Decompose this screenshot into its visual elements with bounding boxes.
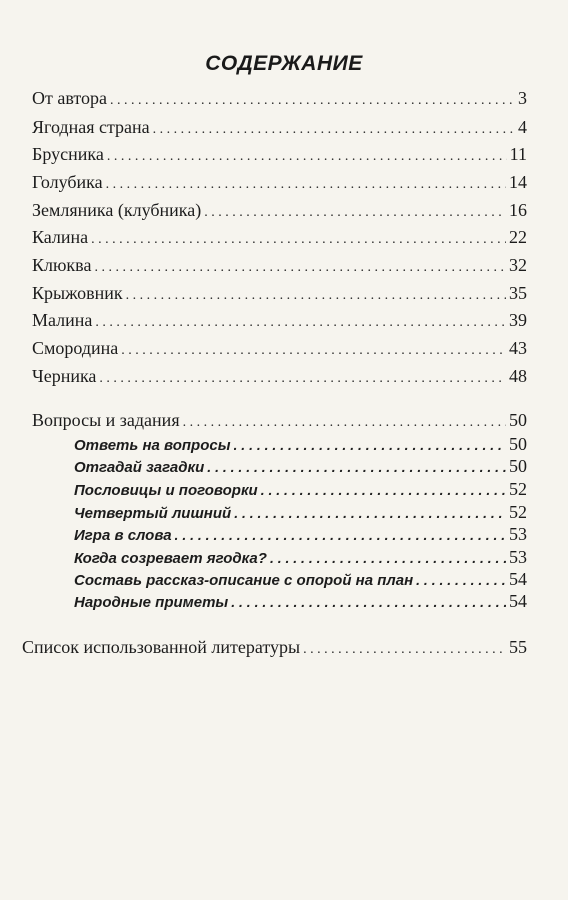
leader-dots: [270, 548, 506, 569]
toc-entry-page: 35: [509, 283, 527, 303]
toc-subentry-label: Отгадай загадки: [74, 459, 205, 476]
toc-subentry: [74, 479, 527, 501]
toc-entry: [32, 364, 527, 391]
toc-entry: [32, 225, 527, 252]
leader-dots: [234, 503, 506, 524]
toc-entry-label: От автора: [32, 88, 108, 108]
toc-entry-label: Голубика: [32, 172, 103, 192]
toc-subentry: [74, 569, 527, 591]
toc-subentry: [74, 547, 527, 569]
toc-entry-literature: [22, 635, 527, 662]
toc-entry-page: 39: [509, 310, 527, 330]
toc-entry-page: 3: [518, 88, 527, 108]
toc-entry: [32, 170, 527, 197]
leader-dots: [303, 635, 506, 662]
toc-subentry-label: Составь рассказ-описание с опорой на план: [74, 572, 414, 589]
toc-entry-page: 43: [509, 338, 527, 358]
toc-entry: [32, 281, 527, 308]
toc-entry-label: Калина: [32, 227, 89, 247]
toc-subentry-label: Ответь на вопросы: [74, 437, 231, 454]
toc-subentry-page: 52: [509, 479, 527, 499]
leader-dots: [416, 570, 506, 591]
toc-entry-page: 22: [509, 227, 527, 247]
toc-entry-page: 48: [509, 366, 527, 386]
toc-entry-label: Черника: [32, 366, 97, 386]
leader-dots: [99, 364, 506, 391]
leader-dots: [207, 457, 506, 478]
toc-subentry: [74, 502, 527, 524]
toc-entry-label: Клюква: [32, 255, 92, 275]
toc-subentry-page: 50: [509, 434, 527, 454]
toc-subentry-page: 54: [509, 591, 527, 611]
toc-entry: [32, 86, 527, 113]
toc-entry: [32, 308, 527, 335]
toc-subentry-label: Народные приметы: [74, 594, 229, 611]
toc-entry-label: Брусника: [32, 144, 104, 164]
leader-dots: [234, 435, 506, 456]
toc-entry-label: Смородина: [32, 338, 119, 358]
leader-dots: [175, 525, 506, 546]
toc-entry-page: 11: [509, 144, 527, 164]
toc-entry-page: 4: [518, 117, 527, 137]
toc-entry-label: Земляника (клубника): [32, 200, 202, 220]
toc-subentry-page: 50: [509, 456, 527, 476]
toc-entry-label: Ягодная страна: [32, 117, 150, 137]
toc-entry-page: 14: [509, 172, 527, 192]
toc-entry-label: Малина: [32, 310, 93, 330]
toc-entry: [32, 142, 527, 169]
toc-subentry-page: 54: [509, 569, 527, 589]
leader-dots: [261, 480, 506, 501]
leader-dots: [95, 308, 506, 335]
leader-dots: [94, 253, 506, 280]
toc-subentry-page: 53: [509, 524, 527, 544]
toc-entry-page: 16: [509, 200, 527, 220]
leader-dots: [91, 225, 506, 252]
page-title: СОДЕРЖАНИЕ: [205, 52, 363, 75]
toc-subentry-label: Игра в слова: [74, 527, 172, 544]
toc-subentry: [74, 524, 527, 546]
toc-subentry: [74, 591, 527, 613]
toc-section-questions: [32, 408, 527, 435]
toc-entry-page: 55: [509, 637, 527, 657]
leader-dots: [153, 115, 515, 142]
toc-entry-label: Вопросы и задания: [32, 410, 180, 430]
toc-entry-label: Список использованной литературы: [22, 637, 301, 657]
toc-entry: [32, 115, 527, 142]
toc-entry-page: 50: [509, 410, 527, 430]
toc-subentry-label: Когда созревает ягодка?: [74, 550, 267, 567]
toc-subentry-label: Четвертый лишний: [74, 505, 232, 522]
leader-dots: [126, 281, 506, 308]
toc-entry-label: Крыжовник: [32, 283, 123, 303]
leader-dots: [110, 86, 515, 113]
toc-subentry-label: Пословицы и поговорки: [74, 482, 258, 499]
toc-subentry-page: 53: [509, 547, 527, 567]
leader-dots: [231, 592, 506, 613]
toc-entry: [32, 198, 527, 225]
toc-subentry: [74, 434, 527, 456]
leader-dots: [183, 408, 506, 435]
toc-subentry: [74, 456, 527, 478]
leader-dots: [204, 198, 506, 225]
leader-dots: [121, 336, 506, 363]
leader-dots: [107, 142, 507, 169]
toc-subentry-page: 52: [509, 502, 527, 522]
toc-entry: [32, 336, 527, 363]
leader-dots: [106, 170, 506, 197]
toc-entry-page: 32: [509, 255, 527, 275]
toc-entry: [32, 253, 527, 280]
